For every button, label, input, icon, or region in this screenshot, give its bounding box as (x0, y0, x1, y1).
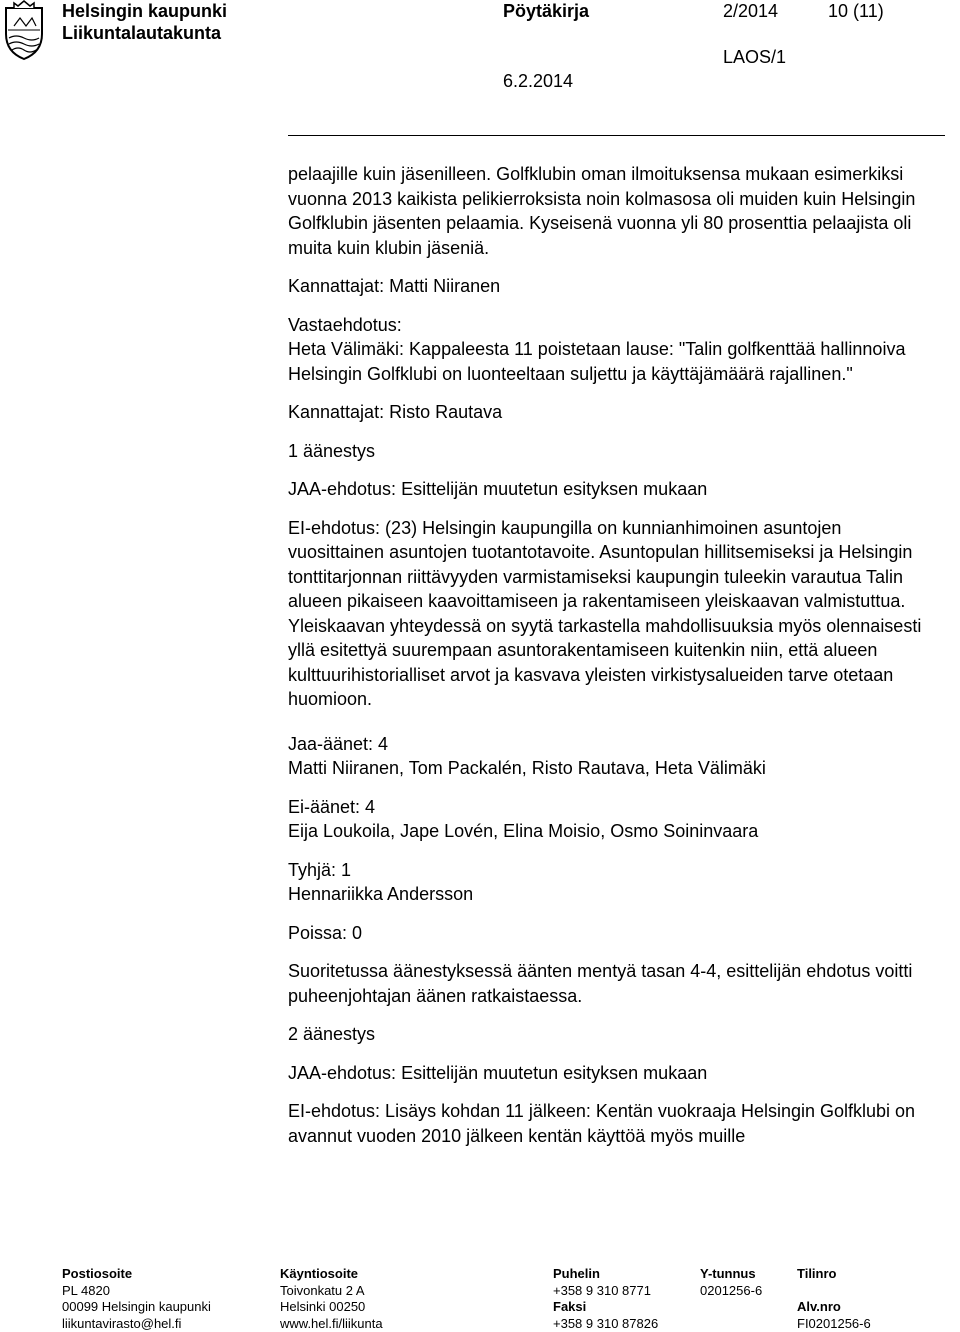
blank-votes-names: Hennariikka Andersson (288, 884, 474, 904)
footer-value: 0201256-6 (700, 1282, 763, 1298)
header-divider (288, 135, 945, 136)
counter-proposal-text: Heta Välimäki: Kappaleesta 11 poistetaan lause: "Talin golfkenttää hallinnoiva Helsingin Golfklubi on luonteeltaan suljettu ja käyttäjämäärä rajallinen." (288, 339, 906, 384)
footer-website: www.hel.fi/liikunta (280, 1315, 383, 1331)
footer-label: Postiosoite (62, 1266, 133, 1281)
footer-label: Y-tunnus (700, 1266, 756, 1281)
document-number: 2/2014 (723, 1, 779, 21)
footer-value: PL 4820 (62, 1282, 110, 1298)
footer-postal-address (62, 1266, 211, 1332)
organization-name: Helsingin kaupunki (62, 1, 228, 21)
footer-label: Alv.nro (797, 1299, 841, 1314)
footer-value: +358 9 310 8771 (553, 1282, 651, 1298)
section-reference: LAOS/1 (723, 47, 787, 67)
yes-proposal: JAA-ehdotus: Esittelijän muutetun esityksen mukaan (288, 479, 708, 499)
footer-value: FI0201256-6 (797, 1315, 871, 1331)
document-type: Pöytäkirja (503, 1, 590, 21)
no-votes-label: Ei-äänet: 4 (288, 796, 376, 817)
footer-visiting-address (280, 1266, 383, 1332)
yes-proposal: JAA-ehdotus: Esittelijän muutetun esityksen mukaan (288, 1062, 708, 1083)
page-number: 10 (11) (828, 1, 884, 21)
no-votes-names: Eija Loukoila, Jape Lovén, Elina Moisio, Osmo Soininvaara (288, 821, 759, 841)
supporters-line: Kannattajat: Risto Rautava (288, 402, 503, 422)
yes-votes-label: Jaa-äänet: 4 (288, 733, 389, 754)
vote-heading: 2 äänestys (288, 1024, 376, 1044)
footer-label: Käyntiosoite (280, 1266, 359, 1281)
blank-votes-label: Tyhjä: 1 (288, 859, 352, 880)
page-footer (0, 1266, 960, 1332)
footer-value: +358 9 310 87826 (553, 1315, 659, 1331)
footer-value: Toivonkatu 2 A (280, 1282, 365, 1298)
helsinki-crest-logo (0, 0, 48, 62)
vote-result: Suoritetussa äänestyksessä äänten mentyä tasan 4-4, esittelijän ehdotus voitti puheenjohtajan äänen ratkaistaessa. (288, 961, 913, 1006)
no-proposal: EI-ehdotus: (23) Helsingin kaupungilla on kunnianhimoinen asuntojen vuosittainen asuntojen tuotantotavoite. Asuntopulan hillitsemiseksi ja Helsingin tonttitarjonnan riittävyyden varmistamiseksi kaupungin tuleekin varautua Talin alueen pikaiseen kaavoittamiseen ja rakentamiseen yleiskaavan valmistuttua. Yleiskaavan yhteydessä on syytä tarkastella mahdollisuuksia myös olennaisesti yllä esitettyä suurempaan asuntorakentamiseen kuitenkin niin, että alueen kulttuurihistorialliset arvot ja kasvava yleisten virkistysalueiden tarve otetaan huomioon. (288, 517, 922, 709)
meeting-date: 6.2.2014 (503, 71, 574, 91)
document-body (288, 162, 938, 1148)
counter-proposal-label: Vastaehdotus: (288, 314, 402, 335)
yes-votes-names: Matti Niiranen, Tom Packalén, Risto Rautava, Heta Välimäki (288, 758, 766, 778)
footer-bank (797, 1266, 871, 1332)
footer-label: Puhelin (553, 1266, 600, 1281)
department-name: Liikuntalautakunta (62, 23, 222, 43)
vote-heading: 1 äänestys (288, 440, 376, 461)
footer-phone (553, 1266, 658, 1332)
footer-business-id (700, 1266, 762, 1299)
footer-label: Faksi (553, 1299, 587, 1314)
footer-value: Helsinki 00250 (280, 1299, 366, 1314)
paragraph: pelaajille kuin jäsenilleen. Golfklubin oman ilmoituksensa mukaan esimerkiksi vuonna 2013 kaikista pelikierroksista noin kolmasosa oli muiden kuin Helsingin Golfklubin jäsenten pelaamia. Kyseisenä vuonna yli 80 prosenttia pelaajista oli muita kuin klubin jäseniä. (288, 164, 916, 258)
footer-email: liikuntavirasto@hel.fi (62, 1315, 182, 1331)
footer-label: Tilinro (797, 1266, 837, 1281)
supporters-line: Kannattajat: Matti Niiranen (288, 276, 501, 296)
footer-value (797, 1283, 871, 1300)
no-proposal: EI-ehdotus: Lisäys kohdan 11 jälkeen: Kentän vuokraaja Helsingin Golfklubi on avannut vuoden 2010 jälkeen kentän käyttöä myös muille (288, 1101, 916, 1146)
footer-value: 00099 Helsingin kaupunki (62, 1299, 211, 1314)
absent-label: Poissa: 0 (288, 922, 363, 943)
